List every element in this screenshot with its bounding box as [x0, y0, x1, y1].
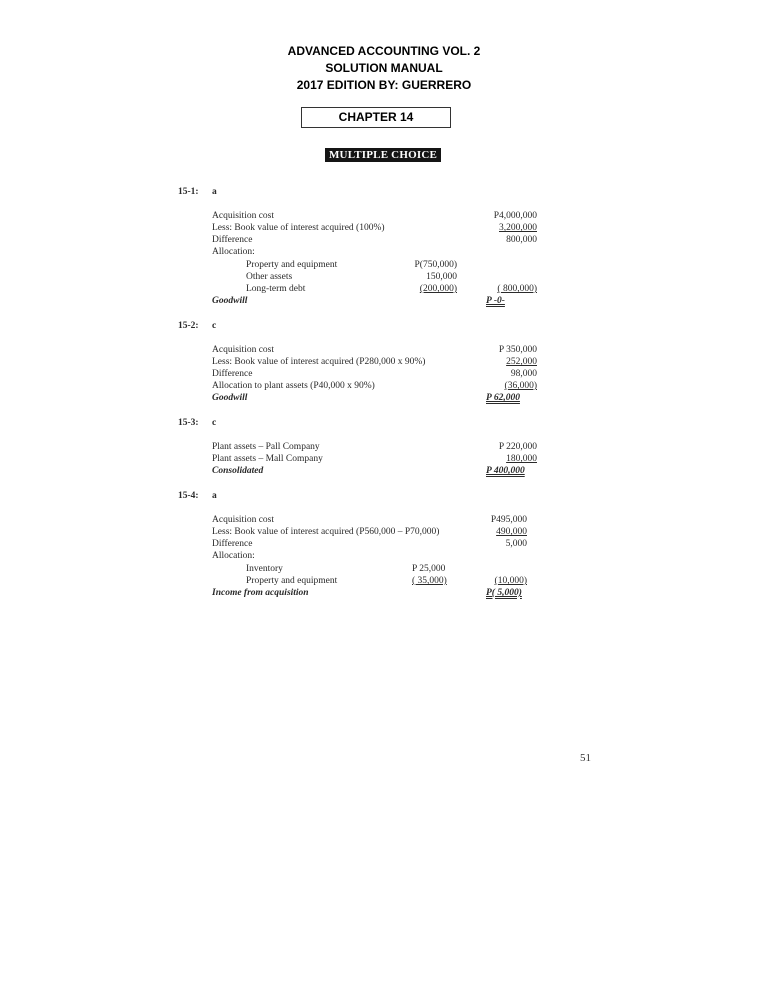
doc-title-line3: 2017 EDITION BY: GUERRERO: [296, 78, 472, 92]
allocation-item-label: Property and equipment: [246, 576, 338, 586]
allocation-item-label: Inventory: [246, 564, 283, 574]
allocation-total-value: ( 800,000): [497, 284, 537, 294]
book-value-value: 252,000: [506, 357, 537, 367]
allocation-item-label: Property and equipment: [246, 260, 338, 270]
book-value-value: 490,000: [496, 527, 527, 537]
acquisition-cost-label: Acquisition cost: [212, 211, 275, 221]
line-item-value: P 220,000: [498, 442, 537, 452]
question-answer: c: [212, 321, 217, 331]
difference-value: 98,000: [510, 369, 537, 379]
result-value: P( 5,000): [486, 588, 522, 598]
question-number: 15-2:: [178, 321, 199, 331]
book-value-value: 3,200,000: [499, 223, 537, 233]
question-number: 15-3:: [178, 418, 199, 428]
book-value-label: Less: Book value of interest acquired (100%): [212, 223, 385, 233]
allocation-label: Allocation:: [212, 551, 255, 561]
difference-value: 5,000: [505, 539, 527, 549]
allocation-item-label: Long-term debt: [246, 284, 306, 294]
allocation-item-value: ( 35,000): [412, 576, 447, 586]
question-number: 15-4:: [178, 491, 199, 501]
question-number: 15-1:: [178, 187, 199, 197]
question-answer: a: [212, 187, 217, 197]
result-value: P 62,000: [486, 393, 520, 403]
page-number: 51: [580, 752, 591, 764]
doc-title-line1: ADVANCED ACCOUNTING VOL. 2: [287, 44, 481, 58]
doc-title-line2: SOLUTION MANUAL: [325, 61, 443, 75]
difference-value: 800,000: [506, 235, 537, 245]
allocation-label: Allocation to plant assets (P40,000 x 90%): [212, 381, 375, 391]
line-item-label: Plant assets – Pall Company: [212, 442, 320, 452]
question-answer: a: [212, 491, 217, 501]
question-answer: c: [212, 418, 217, 428]
result-value: P 400,000: [486, 466, 525, 476]
difference-label: Difference: [212, 369, 253, 379]
book-value-label: Less: Book value of interest acquired (P560,000 – P70,000): [212, 527, 440, 537]
acquisition-cost-value: P4,000,000: [493, 211, 537, 221]
allocation-item-value: P 25,000: [412, 564, 446, 574]
result-label: Income from acquisition: [212, 588, 309, 598]
allocation-item-value: 150,000: [426, 272, 457, 282]
line-item-label: Plant assets – Mall Company: [212, 454, 323, 464]
acquisition-cost-value: P 350,000: [498, 345, 537, 355]
acquisition-cost-label: Acquisition cost: [212, 515, 275, 525]
chapter-label: CHAPTER 14: [301, 107, 451, 128]
acquisition-cost-value: P495,000: [490, 515, 527, 525]
result-value: P -0-: [486, 296, 505, 306]
allocation-total-value: (10,000): [494, 576, 527, 586]
difference-label: Difference: [212, 539, 253, 549]
result-label: Goodwill: [212, 296, 248, 306]
section-title: MULTIPLE CHOICE: [325, 148, 441, 162]
allocation-label: Allocation:: [212, 247, 255, 257]
acquisition-cost-label: Acquisition cost: [212, 345, 275, 355]
result-label: Goodwill: [212, 393, 248, 403]
allocation-item-value: (200,000): [419, 284, 457, 294]
allocation-value: (36,000): [504, 381, 537, 391]
book-value-label: Less: Book value of interest acquired (P280,000 x 90%): [212, 357, 426, 367]
difference-label: Difference: [212, 235, 253, 245]
line-item-value: 180,000: [506, 454, 537, 464]
result-label: Consolidated: [212, 466, 264, 476]
allocation-item-value: P(750,000): [414, 260, 457, 270]
allocation-item-label: Other assets: [246, 272, 293, 282]
